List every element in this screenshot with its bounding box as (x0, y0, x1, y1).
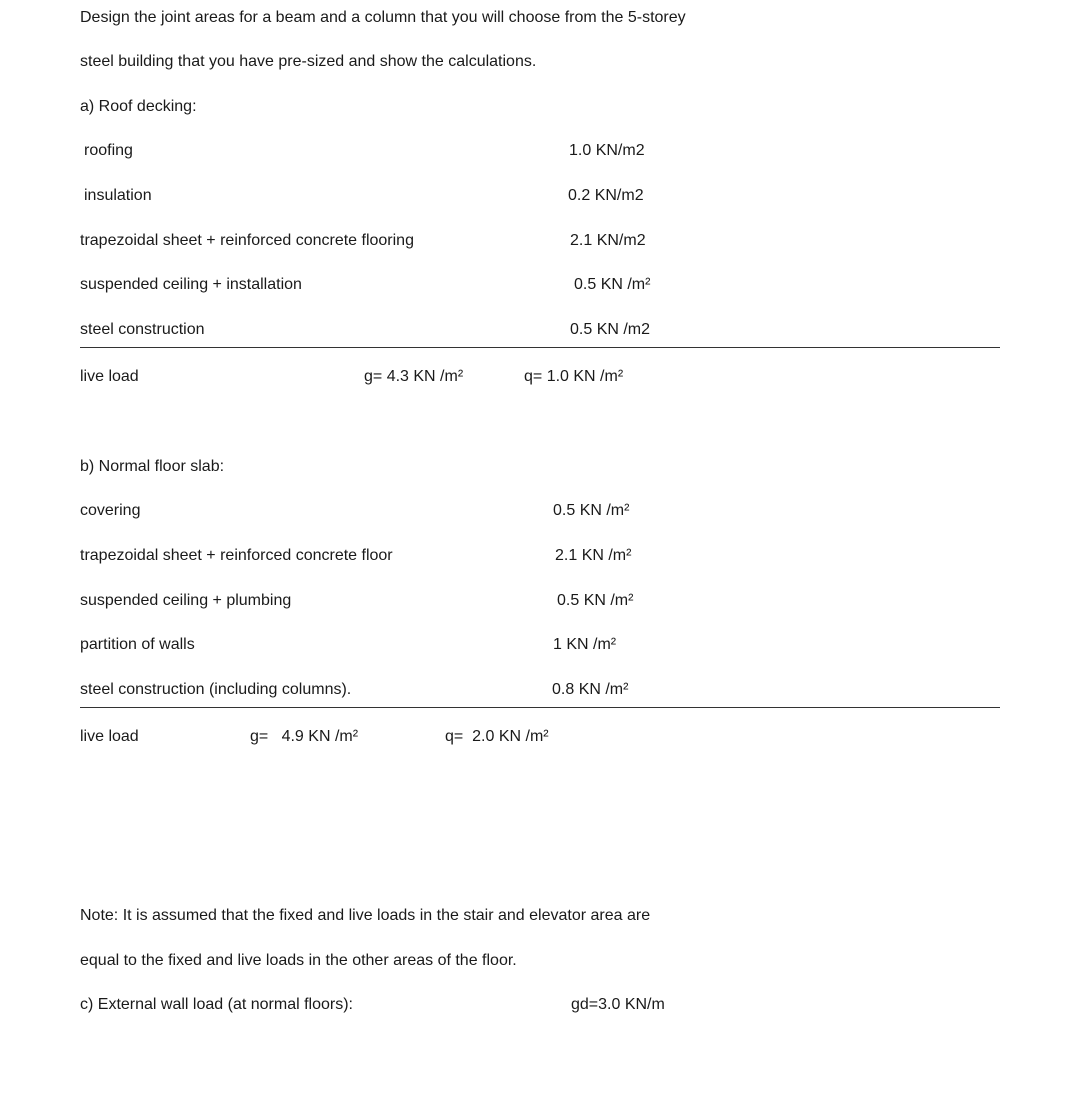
floor-item-label: trapezoidal sheet + reinforced concrete floor (80, 547, 393, 564)
roof-live-load-label: live load (80, 368, 139, 385)
wall-heading: c) External wall load (at normal floors): (80, 996, 353, 1013)
floor-item-value: 0.5 KN /m² (553, 502, 630, 519)
roof-item-label: roofing (84, 142, 133, 159)
note-line-1: Note: It is assumed that the fixed and live loads in the stair and elevator area are (80, 907, 651, 924)
roof-live-load-total: q= 1.0 KN /m² (524, 368, 624, 385)
roof-item-value: 1.0 KN/m2 (569, 142, 645, 159)
wall-load-value: gd=3.0 KN/m (571, 996, 665, 1013)
floor-item-label: partition of walls (80, 636, 195, 653)
floor-total-divider (80, 707, 1000, 708)
note-line-2: equal to the fixed and live loads in the other areas of the floor. (80, 952, 517, 969)
floor-item-label: covering (80, 502, 141, 519)
roof-item-label: steel construction (80, 321, 205, 338)
roof-item-value: 0.5 KN /m2 (570, 321, 651, 338)
intro-line-1: Design the joint areas for a beam and a column that you will choose from the 5-storey (80, 9, 686, 26)
floor-item-value: 2.1 KN /m² (555, 547, 632, 564)
roof-item-value: 0.2 KN/m2 (568, 187, 644, 204)
floor-item-value: 0.8 KN /m² (552, 681, 629, 698)
roof-item-label: suspended ceiling + installation (80, 276, 302, 293)
floor-live-load-total: q= 2.0 KN /m² (445, 728, 549, 745)
floor-item-label: steel construction (including columns). (80, 681, 352, 698)
intro-line-2: steel building that you have pre-sized and show the calculations. (80, 53, 537, 70)
roof-total-divider (80, 347, 1000, 348)
floor-heading: b) Normal floor slab: (80, 458, 225, 475)
roof-item-value: 0.5 KN /m² (574, 276, 651, 293)
floor-item-value: 0.5 KN /m² (557, 592, 634, 609)
roof-dead-load-total: g= 4.3 KN /m² (364, 368, 464, 385)
roof-item-value: 2.1 KN/m2 (570, 232, 646, 249)
floor-item-label: suspended ceiling + plumbing (80, 592, 292, 609)
floor-item-value: 1 KN /m² (553, 636, 617, 653)
roof-heading: a) Roof decking: (80, 98, 197, 115)
roof-item-label: trapezoidal sheet + reinforced concrete flooring (80, 232, 414, 249)
roof-item-label: insulation (84, 187, 152, 204)
floor-live-load-label: live load (80, 728, 139, 745)
floor-dead-load-total: g= 4.9 KN /m² (250, 728, 359, 745)
